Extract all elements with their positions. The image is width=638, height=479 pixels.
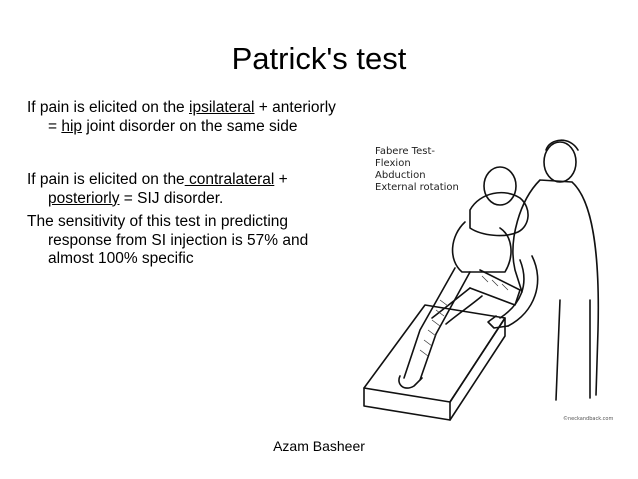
figure-caption-line: Flexion [375, 158, 411, 169]
underlined-term: posteriorly [48, 189, 120, 207]
bullet-text: If pain is elicited on the [27, 171, 185, 188]
patient-torso [453, 222, 511, 272]
underlined-term: ipsilateral [189, 99, 255, 116]
slide-footer-author: Azam Basheer [273, 438, 365, 454]
examiner-legs [556, 300, 590, 400]
bullet-ipsilateral [27, 99, 338, 136]
bullet-text: If pain is elicited on the [27, 99, 189, 116]
table-top [364, 305, 505, 402]
bullet-sensitivity: The sensitivity of this test in predicting response from SI injection is 57% and almost 100% specific [27, 213, 309, 267]
figure-caption-line: External rotation [375, 182, 459, 193]
examiner-coat [513, 180, 598, 395]
figure-caption-line: Abduction [375, 170, 426, 181]
patient-bent-shin [432, 288, 482, 324]
examiner-head [544, 142, 576, 182]
figure-caption-line: Fabere Test- [375, 146, 435, 157]
table-side [450, 318, 505, 420]
underlined-term: hip [61, 117, 83, 135]
image-copyright: ©neckandback.com [563, 416, 614, 422]
bullet-text: + anteriorly = [48, 99, 336, 135]
bullet-text: + [274, 171, 288, 188]
bullet-text: = SIJ disorder. [119, 189, 224, 207]
table-front [364, 388, 450, 420]
bullet-text: joint disorder on the same side [82, 117, 298, 135]
patient-foot [399, 376, 422, 388]
fabere-test-illustration [340, 130, 612, 430]
bullet-contralateral [27, 171, 348, 208]
underlined-term: contralateral [184, 171, 275, 188]
slide-title: Patrick's test [231, 41, 407, 76]
patient-head [484, 167, 516, 205]
